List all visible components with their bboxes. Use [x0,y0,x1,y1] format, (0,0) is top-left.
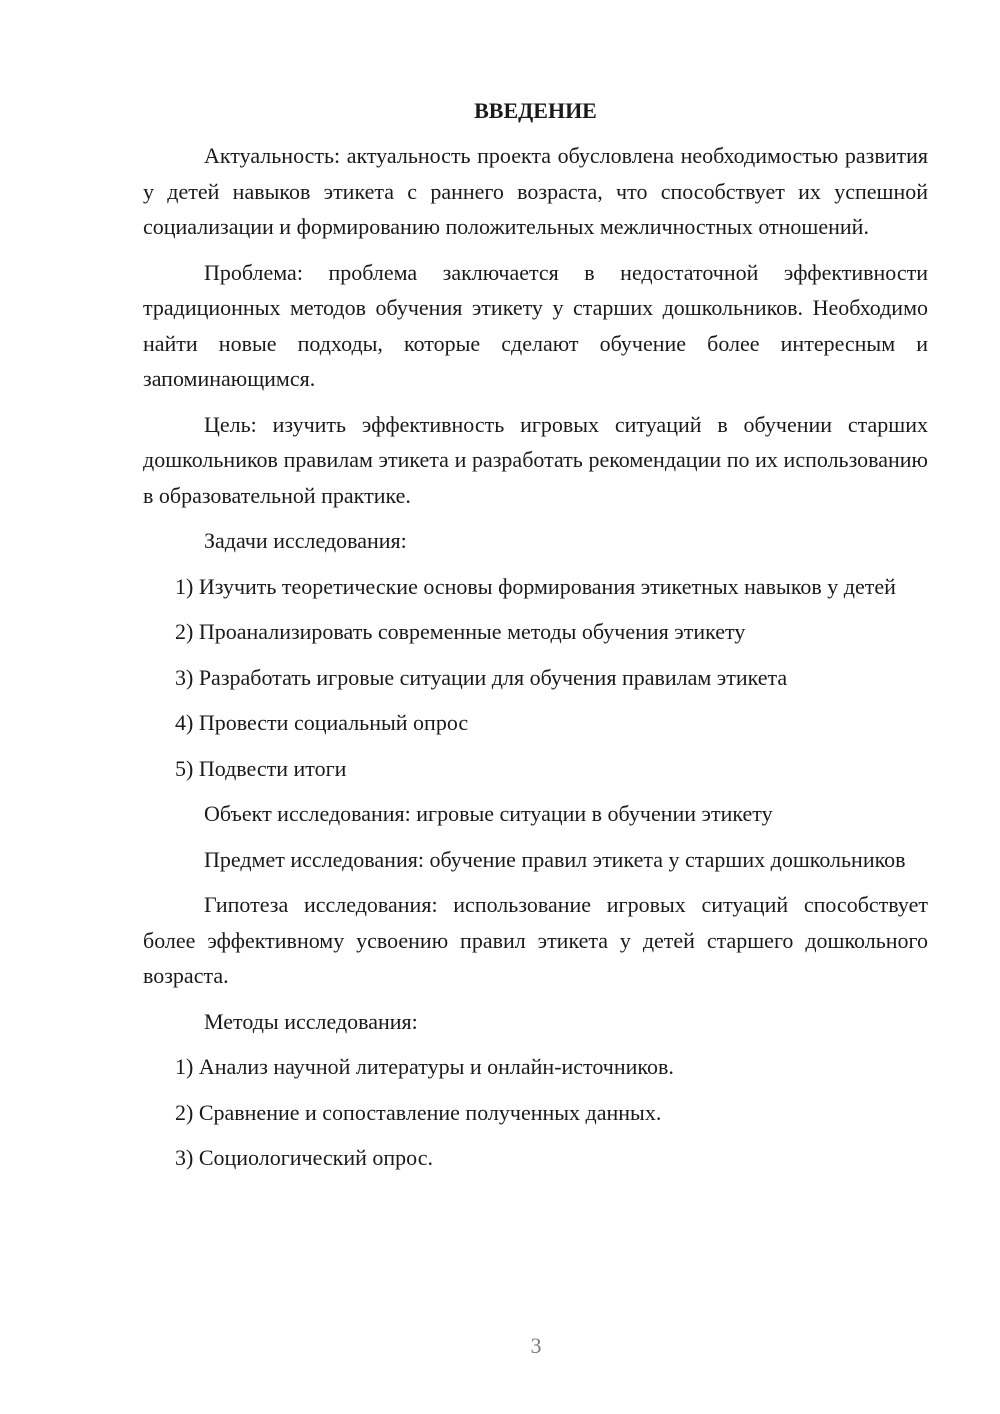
method-item: 2) Сравнение и сопоставление полученных данных. [175,1099,662,1125]
task-item: 1) Изучить теоретические основы формирования этикетных навыков у детей [175,573,896,599]
tasks-heading: Задачи исследования: [204,528,407,553]
subject-paragraph: Предмет исследования: обучение правил этикета у старших дошкольников [204,846,906,872]
relevance-paragraph: Актуальность: актуальность проекта обусловлена необходимостью развития у детей навыков этикета с раннего возраста, что способствует их успешной социализации и формированию положительных межличностных отношений. [143,143,928,239]
method-item: 1) Анализ научной литературы и онлайн-источников. [175,1054,674,1079]
page-number: 3 [530,1333,542,1358]
problem-paragraph: Проблема: проблема заключается в недостаточной эффективности традиционных методов обучения этикету у старших дошкольников. Необходимо найти новые подходы, которые сделают обучение более интересным и запоминающимся. [143,259,928,391]
task-item: 3) Разработать игровые ситуации для обучения правилам этикета [175,664,788,690]
object-paragraph: Объект исследования: игровые ситуации в обучении этикету [204,801,773,826]
task-item: 5) Подвести итоги [175,755,347,781]
page-title: ВВЕДЕНИЕ [474,98,597,123]
hypothesis-paragraph: Гипотеза исследования: использование игровых ситуаций способствует более эффективному усвоению правил этикета у детей старшего дошкольного возраста. [143,892,928,988]
task-item: 2) Проанализировать современные методы обучения этикету [175,619,746,644]
goal-paragraph: Цель: изучить эффективность игровых ситуаций в обучении старших дошкольников правилам этикета и разработать рекомендации по их использованию в образовательной практике. [143,411,928,508]
task-item: 4) Провести социальный опрос [175,710,469,735]
method-item: 3) Социологический опрос. [175,1145,433,1170]
document-page [143,95,928,1186]
methods-heading: Методы исследования: [204,1008,418,1034]
